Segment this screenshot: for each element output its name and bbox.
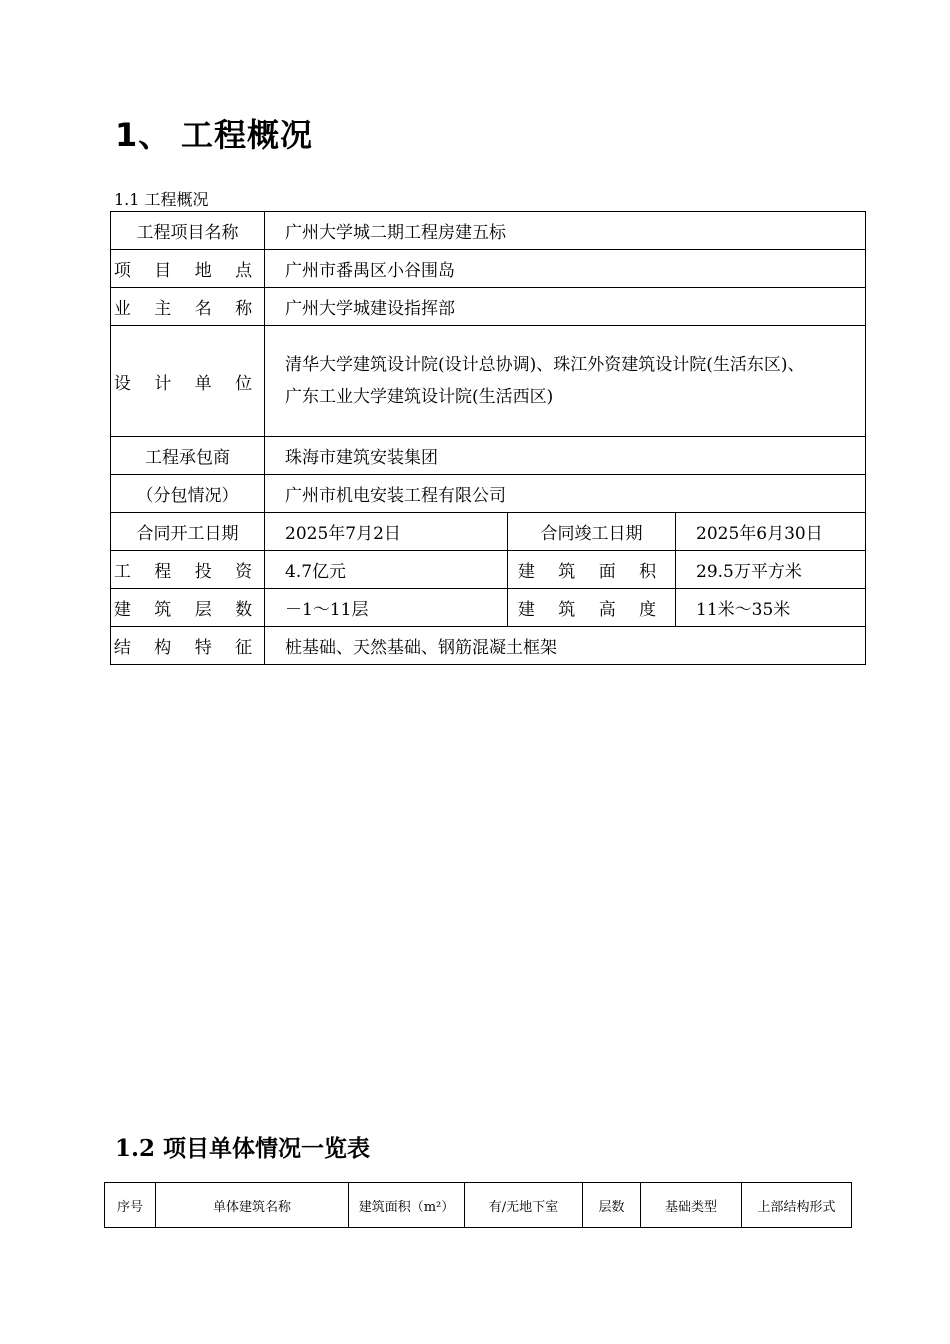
column-header-floor-area: 建筑面积（m²） [349,1183,465,1228]
table-row [111,212,866,250]
area-value: 29.5万平方米 [676,551,866,589]
investment-value: 4.7亿元 [265,551,508,589]
contractor-label: 工程承包商 [111,437,265,475]
area-label: 建 筑 面 积 [508,551,676,589]
contractor-value: 珠海市建筑安装集团 [265,437,866,475]
end-date-value: 2025年6月30日 [676,513,866,551]
table-row [111,475,866,513]
column-header-building-name: 单体建筑名称 [156,1183,349,1228]
project-overview-table [110,211,866,665]
table-row [111,551,866,589]
floors-value: －1～11层 [265,589,508,627]
table-header-row [105,1183,852,1228]
investment-label: 工 程 投 资 [111,551,265,589]
designer-line-1: 清华大学建筑设计院(设计总协调)、珠江外资建筑设计院(生活东区)、 [285,355,805,375]
building-summary-table [104,1182,852,1228]
column-header-index: 序号 [105,1183,156,1228]
table-row [111,250,866,288]
height-label: 建 筑 高 度 [508,589,676,627]
project-name-label: 工程项目名称 [111,212,265,250]
subcontract-label: （分包情况） [111,475,265,513]
column-header-floors: 层数 [583,1183,641,1228]
designer-value [265,326,866,437]
end-date-label: 合同竣工日期 [508,513,676,551]
start-date-value: 2025年7月2日 [265,513,508,551]
table-row [111,437,866,475]
owner-label: 业 主 名 称 [111,288,265,326]
heading-title: 工程概况 [181,116,314,154]
project-name-value: 广州大学城二期工程房建五标 [265,212,866,250]
table-row [111,288,866,326]
section-1-2-title: 1.2 项目单体情况一览表 [115,1135,371,1162]
table-row [111,326,866,437]
structure-value: 桩基础、天然基础、钢筋混凝土框架 [265,627,866,665]
height-value: 11米～35米 [676,589,866,627]
column-header-basement: 有/无地下室 [465,1183,583,1228]
column-header-superstructure: 上部结构形式 [742,1183,852,1228]
page-title [115,110,313,156]
heading-number: 1、 [115,116,172,154]
owner-value: 广州大学城建设指挥部 [265,288,866,326]
location-value: 广州市番禺区小谷围岛 [265,250,866,288]
designer-line-2: 广东工业大学建筑设计院(生活西区) [285,387,554,407]
floors-label: 建 筑 层 数 [111,589,265,627]
designer-label: 设 计 单 位 [111,326,265,437]
column-header-foundation-type: 基础类型 [641,1183,742,1228]
start-date-label: 合同开工日期 [111,513,265,551]
location-label: 项 目 地 点 [111,250,265,288]
table-row [111,513,866,551]
section-1-1-label: 1.1 工程概况 [114,190,209,209]
subcontract-value: 广州市机电安装工程有限公司 [265,475,866,513]
table-row [111,627,866,665]
table-row [111,589,866,627]
structure-label: 结 构 特 征 [111,627,265,665]
